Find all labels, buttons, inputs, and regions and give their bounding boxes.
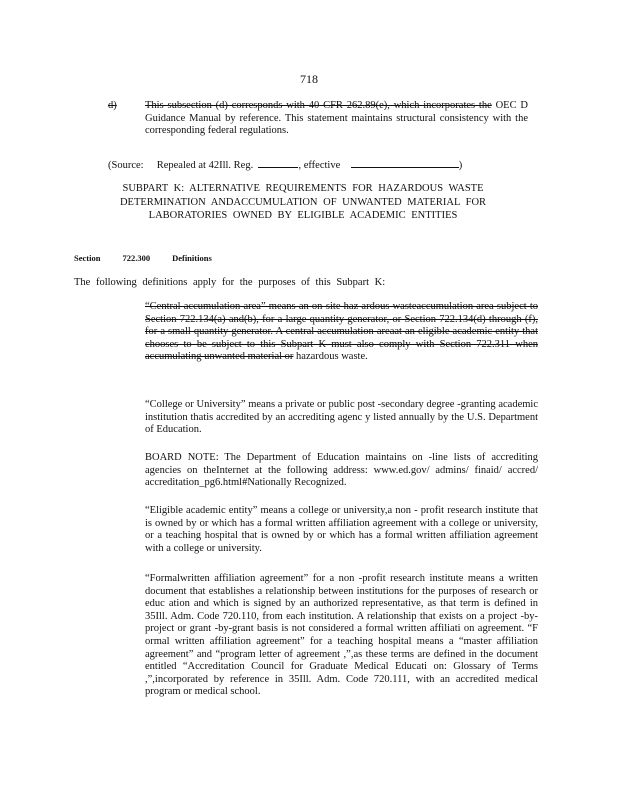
source-text: Repealed at 42Ill. Reg.	[156, 160, 254, 171]
source-effective: , effective	[298, 160, 341, 171]
board-note: BOARD NOTE: The Department of Education maintains on -line lists of accrediting agencies on theInternet at the following address: www.ed.gov/ admins/ finaid/ accred/ accreditation_pg6.html#Nationally Recognized.	[145, 452, 538, 489]
subsection-d-label: d)	[108, 100, 117, 111]
section-number: 722.300	[122, 253, 151, 263]
subsection-d-struck-text: This subsection (d) corresponds with 40 CFR 262.89(e), which incorporates the	[145, 100, 492, 111]
definition-central-accumulation	[145, 301, 538, 364]
section-title: Definitions	[172, 253, 212, 263]
subsection-d	[108, 100, 528, 138]
central-accumulation-struck: “Central accumulation area” means an on-site haz ardous wasteaccumulation area subject to Section 722.134(a) and(b), for a large quantity generator, or Section 722.134(d) through (f), for a small quantity generator. A central accumulation areaat an eligible academic entity that chooses to be subject to this Subpart K must also comply with Section 722.311 when accumulating unwanted material or	[145, 301, 538, 363]
register-blank	[258, 157, 298, 168]
source-note	[108, 157, 462, 171]
section-label: Section	[74, 253, 101, 263]
effective-date-blank	[351, 157, 459, 168]
intro-text: The following definitions apply for the purposes of this Subpart K:	[74, 277, 386, 288]
definition-eligible-academic-entity: “Eligible academic entity” means a college or university,a non - profit research institute that is owned by or which has a formal written affiliation agreement with a college or university, or a teaching hospital that is owned by or which has a formal written affiliation agreement with a college or university.	[145, 505, 538, 554]
section-heading	[74, 253, 234, 263]
page-number: 718	[300, 72, 318, 86]
definition-formal-written-affiliation: “Formalwritten affiliation agreement” for a non -profit research institute means a written document that establishes a relationship between institutions for the purposes of research or educ ation and which is signed by an authorized representative, as that term is defined in 35Ill. Adm. Code 720.110, from each institution. A relationship that exists on a project -by-project or grant -by-grant basis is not considered a formal written affiliati on agreement. “F ormal written affiliation agreement” for a teaching hospital means a “master affiliation agreement” and “program letter of agreement ,”,as these terms are defined in the document entitled “Accreditation Council for Graduate Medical Educati on: Glossary of Terms ,”,incorporated by reference in 35Ill. Adm. Code 720.111, with an accredited medical program or medical school.	[145, 573, 538, 698]
subsection-d-text: OEC D Guidance Manual by reference. This statement maintains structural consistency with the corresponding federal regulations.	[145, 100, 528, 137]
source-open: (Source:	[108, 160, 144, 171]
source-close: )	[458, 160, 463, 171]
subpart-heading: SUBPART K: ALTERNATIVE REQUIREMENTS FOR HAZARDOUS WASTE DETERMINATION ANDACCUMULATION OF UNWANTED MATERIAL FOR LABORATORIES OWNED BY ELIGIBLE ACADEMIC ENTITIES	[119, 183, 487, 221]
definition-college-university: “College or University” means a private or public post -secondary degree -granting academic institution thatis accredited by an accrediting agenc y listed annually by the U.S. Department of Education.	[145, 399, 538, 436]
subsection-d-body	[145, 100, 528, 138]
central-accumulation-tail: hazardous waste.	[296, 351, 368, 363]
